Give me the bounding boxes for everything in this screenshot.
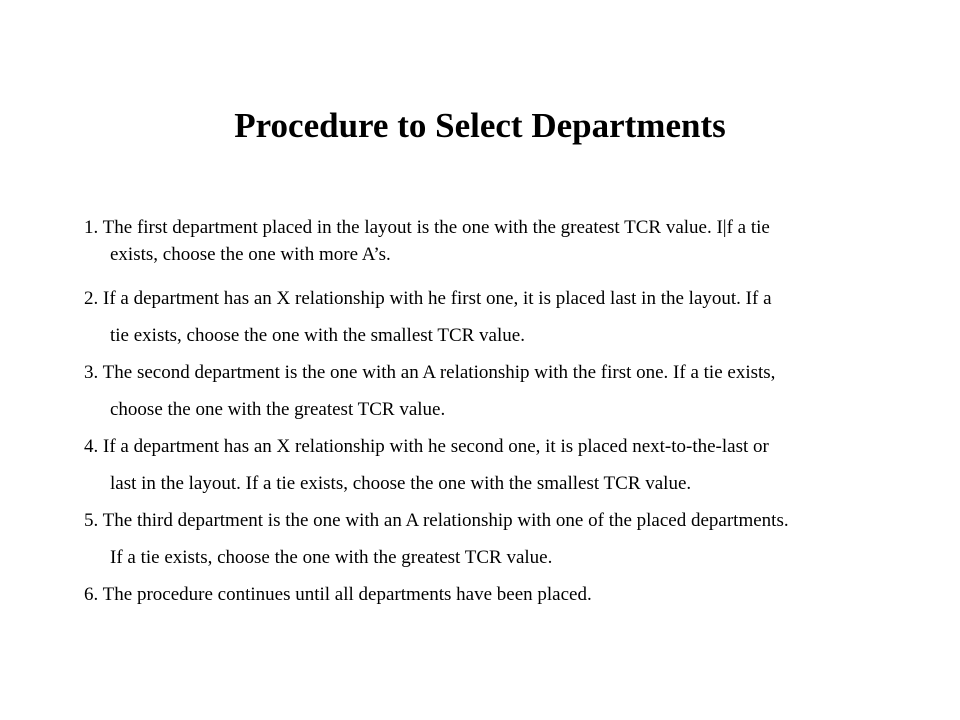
procedure-step-1 (84, 214, 894, 268)
slide-title: Procedure to Select Departments (234, 106, 726, 145)
step-4-line-2: last in the layout. If a tie exists, choose the one with the smallest TCR value. (110, 473, 692, 494)
step-6-line-1: 6. The procedure continues until all departments have been placed. (84, 584, 592, 605)
step-4-line-1: 4. If a department has an X relationship with he second one, it is placed next-to-the-last or (84, 436, 769, 457)
step-1-line-1: 1. The first department placed in the layout is the one with the greatest TCR value. I|f a tie (84, 217, 770, 238)
step-1-line-2: exists, choose the one with more A’s. (110, 244, 391, 265)
procedure-step-2 (84, 285, 894, 359)
step-3-line-2: choose the one with the greatest TCR value. (110, 399, 446, 420)
step-5-line-1: 5. The third department is the one with an A relationship with one of the placed departments. (84, 510, 789, 531)
procedure-steps-list (84, 214, 894, 608)
procedure-step-4 (84, 433, 894, 507)
procedure-step-6 (84, 581, 894, 608)
step-2-line-2: tie exists, choose the one with the smallest TCR value. (110, 325, 525, 346)
step-5-line-2: If a tie exists, choose the one with the greatest TCR value. (110, 547, 553, 568)
step-2-line-1: 2. If a department has an X relationship with he first one, it is placed last in the layout. If a (84, 288, 772, 309)
procedure-step-5 (84, 507, 894, 581)
step-3-line-1: 3. The second department is the one with an A relationship with the first one. If a tie exists, (84, 362, 776, 383)
procedure-step-3 (84, 359, 894, 433)
